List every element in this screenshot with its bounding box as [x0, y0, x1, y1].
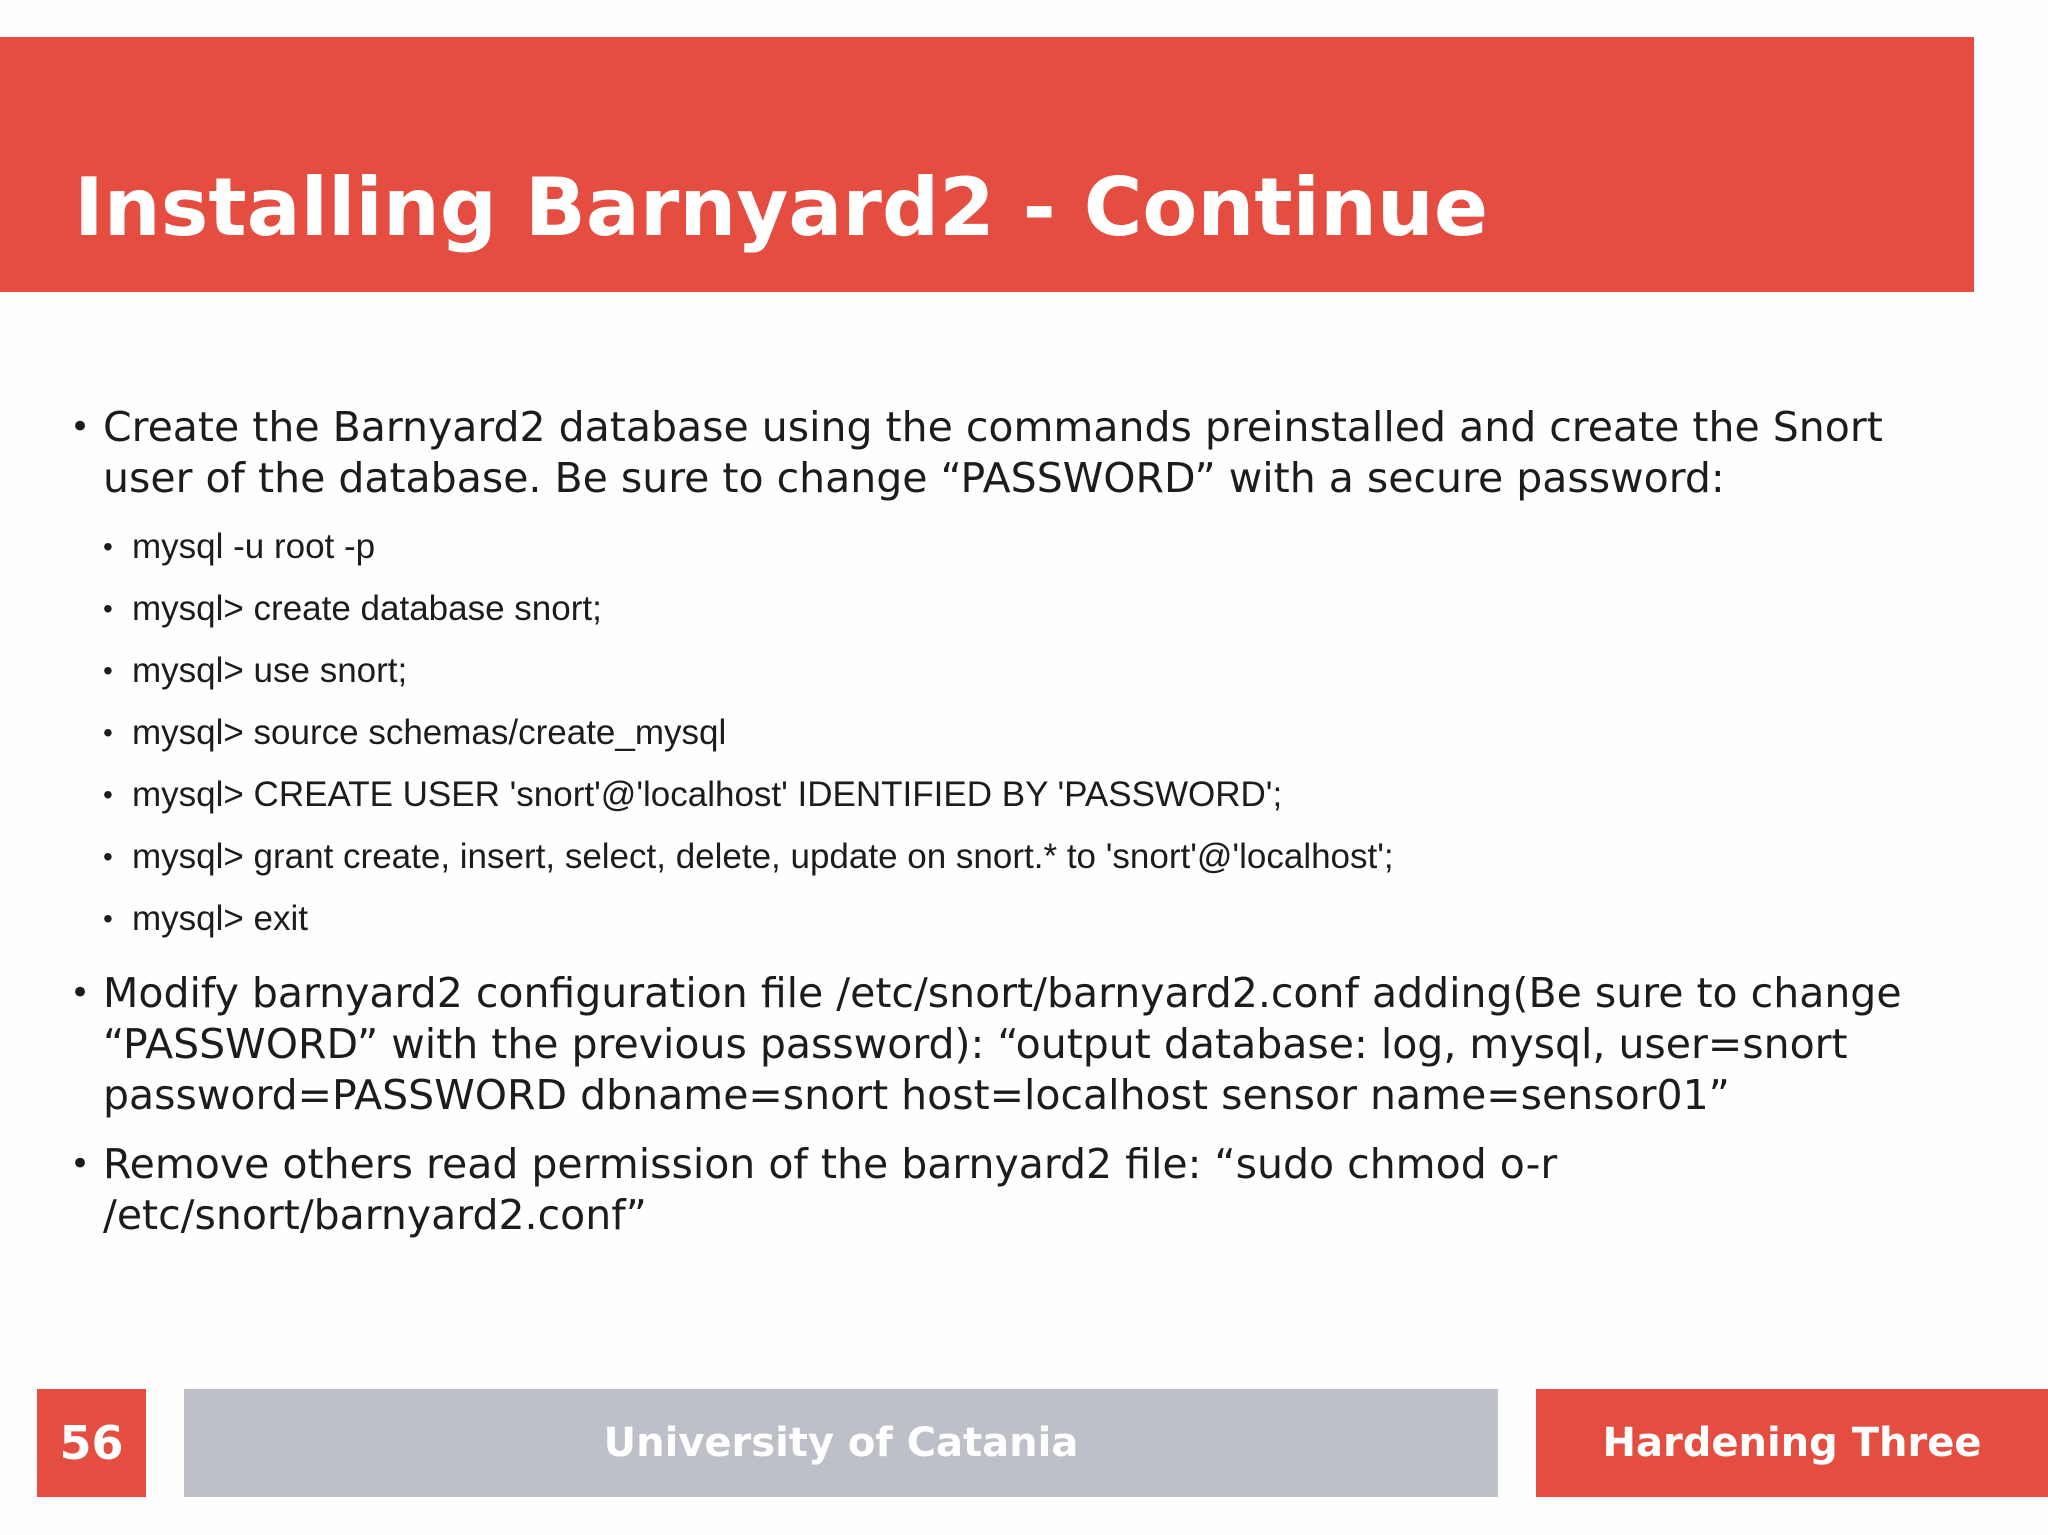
command-item	[103, 578, 1950, 640]
command-item	[103, 702, 1950, 764]
page-number: 56	[37, 1389, 146, 1497]
footer-course-title: Hardening Three	[1536, 1389, 2048, 1497]
slide-title: Installing Barnyard2 - Continue	[74, 161, 1489, 254]
bullet-text: Modify barnyard2 configuration file /etc/snort/barnyard2.conf adding(Be sure to change “PASSWORD” with the previous password): “output database: log, mysql, user=snort password=PASSWORD dbname=snort host=localhost sensor name=sensor01”	[103, 969, 1902, 1119]
command-item	[103, 826, 1950, 888]
command-text: mysql> use snort;	[132, 651, 408, 690]
command-text: mysql> exit	[132, 899, 309, 938]
bullet-dot: •	[70, 973, 91, 1013]
bullet-list	[70, 402, 1950, 1241]
command-item	[103, 640, 1950, 702]
bullet-dot: •	[70, 407, 91, 447]
sub-bullet-dot: •	[103, 841, 113, 872]
command-text: mysql> source schemas/create_mysql	[132, 713, 727, 752]
sub-bullet-dot: •	[103, 717, 113, 748]
sub-bullet-dot: •	[103, 593, 113, 624]
command-list	[103, 516, 1950, 950]
command-text: mysql> create database snort;	[132, 589, 602, 628]
footer-institution: University of Catania	[184, 1389, 1498, 1497]
bullet-text: Create the Barnyard2 database using the commands preinstalled and create the Snort user of the database. Be sure to change “PASSWORD” with a secure password:	[103, 403, 1883, 502]
command-item	[103, 764, 1950, 826]
command-text: mysql> CREATE USER 'snort'@'localhost' IDENTIFIED BY 'PASSWORD';	[132, 775, 1283, 814]
bullet-item	[70, 1139, 1950, 1241]
command-text: mysql> grant create, insert, select, delete, update on snort.* to 'snort'@'localhost';	[132, 837, 1394, 876]
bullet-dot: •	[70, 1144, 91, 1184]
sub-bullet-dot: •	[103, 779, 113, 810]
sub-bullet-dot: •	[103, 655, 113, 686]
bullet-text: Remove others read permission of the barnyard2 file: “sudo chmod o-r /etc/snort/barnyard2.conf”	[103, 1140, 1558, 1239]
sub-bullet-dot: •	[103, 531, 113, 562]
bullet-item	[70, 402, 1950, 950]
command-item	[103, 888, 1950, 950]
command-text: mysql -u root -p	[132, 527, 376, 566]
bullet-item	[70, 968, 1950, 1121]
sub-bullet-dot: •	[103, 903, 113, 934]
command-item	[103, 516, 1950, 578]
